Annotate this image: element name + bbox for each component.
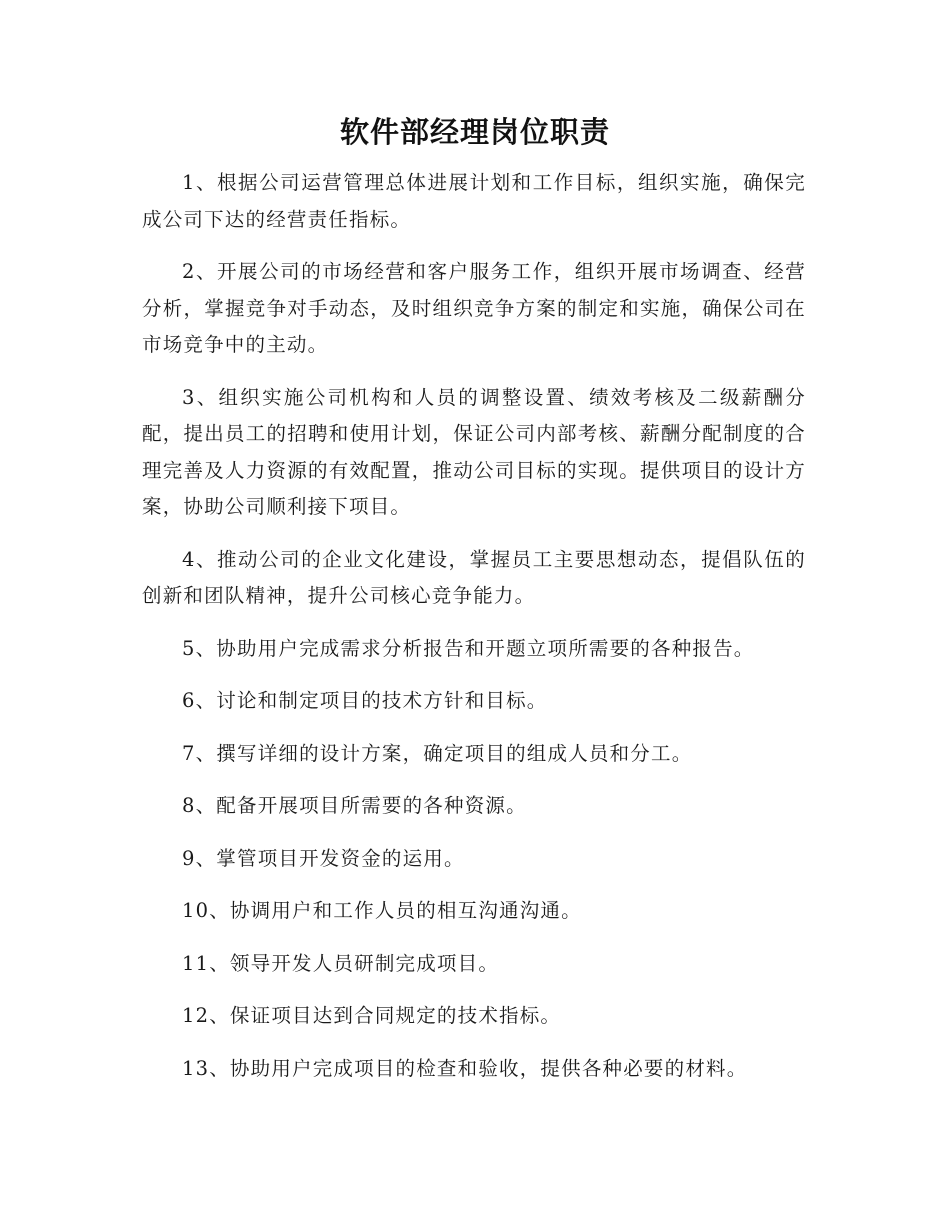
duty-paragraph-9: 9、掌管项目开发资金的运用。 xyxy=(182,846,465,870)
duty-paragraph-2: 2、开展公司的市场经营和客户服务工作，组织开展市场调查、经营分析，掌握竞争对手动态，及时组织竞争方案的制定和实施，确保公司在市场竞争中的主动。 xyxy=(142,260,806,356)
duty-paragraph-8: 8、配备开展项目所需要的各种资源。 xyxy=(182,794,527,817)
duty-paragraph-12: 12、保证项目达到合同规定的技术指标。 xyxy=(182,1004,562,1027)
duty-paragraph-1: 1、根据公司运营管理总体进展计划和工作目标，组织实施，确保完成公司下达的经营责任指标。 xyxy=(142,171,806,231)
duty-paragraph-6: 6、讨论和制定项目的技术方针和目标。 xyxy=(182,689,548,712)
duty-paragraph-10: 10、协调用户和工作人员的相互沟通沟通。 xyxy=(182,899,582,922)
document-title: 软件部经理岗位职责 xyxy=(339,115,610,149)
duty-paragraph-4: 4、推动公司的企业文化建设，掌握员工主要思想动态，提倡队伍的创新和团队精神，提升公司核心竞争能力。 xyxy=(142,547,806,607)
duty-paragraph-5: 5、协助用户完成需求分析报告和开题立项所需要的各种报告。 xyxy=(182,636,755,660)
duty-paragraph-13: 13、协助用户完成项目的检查和验收，提供各种必要的材料。 xyxy=(182,1056,748,1080)
duty-paragraph-11: 11、领导开发人员研制完成项目。 xyxy=(182,951,500,975)
duty-paragraph-7: 7、撰写详细的设计方案，确定项目的组成人员和分工。 xyxy=(182,741,693,765)
document-body xyxy=(142,165,806,1103)
duty-paragraph-3: 3、组织实施公司机构和人员的调整设置、绩效考核及二级薪酬分配，提出员工的招聘和使用计划，保证公司内部考核、薪酬分配制度的合理完善及人力资源的有效配置，推动公司目标的实现。提供项目的设计方案，协助公司顺利接下项目。 xyxy=(142,385,806,518)
